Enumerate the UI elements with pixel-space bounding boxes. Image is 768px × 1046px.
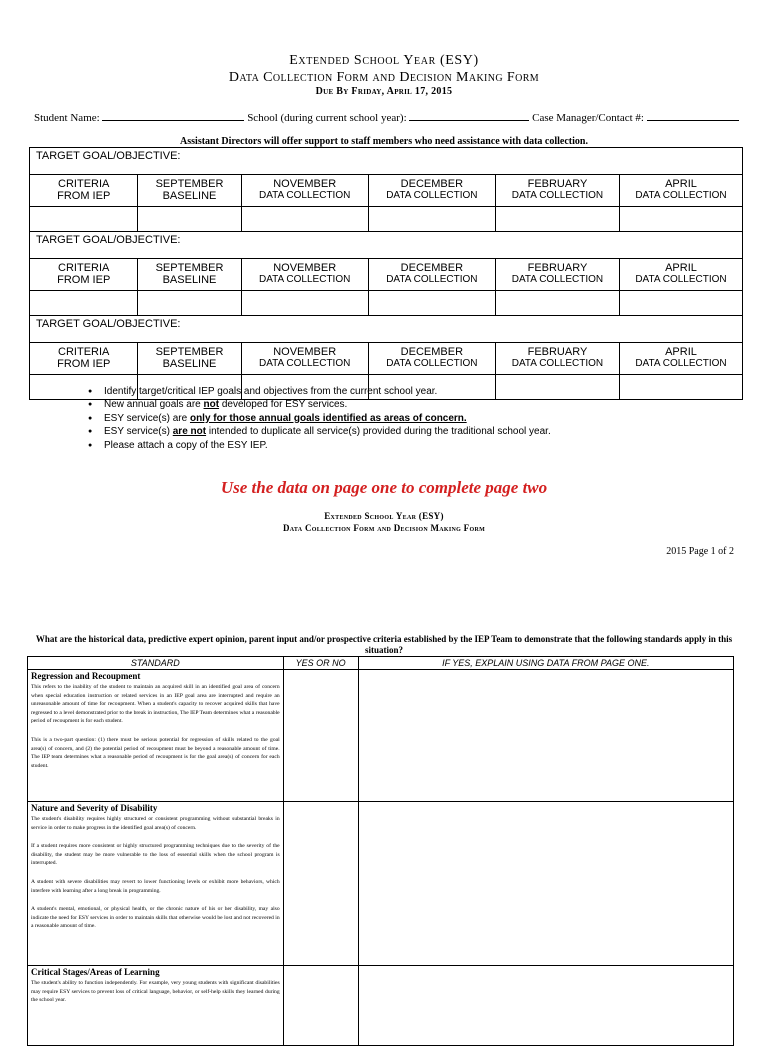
- col-december: DECEMBER DATA COLLECTION: [368, 259, 495, 291]
- explain-cell[interactable]: [358, 670, 733, 802]
- table-row: [28, 966, 734, 1046]
- col-november: NOVEMBER DATA COLLECTION: [241, 175, 368, 207]
- col-september: SEPTEMBER BASELINE: [138, 343, 241, 375]
- col-december: DECEMBER DATA COLLECTION: [368, 343, 495, 375]
- col-september: SEPTEMBER BASELINE: [138, 259, 241, 291]
- goal-header-row: [30, 343, 743, 375]
- explain-cell[interactable]: [358, 802, 733, 966]
- list-item: ● ESY service(s) are not intended to duplicate all service(s) provided during the traditional school year.: [88, 425, 551, 438]
- col-april: APRIL DATA COLLECTION: [619, 175, 742, 207]
- col-explain: IF YES, EXPLAIN USING DATA FROM PAGE ONE.: [358, 657, 733, 670]
- col-criteria: CRITERIA FROM IEP: [30, 175, 138, 207]
- table-row: [28, 802, 734, 966]
- col-standard: STANDARD: [28, 657, 284, 670]
- data-cell[interactable]: [368, 207, 495, 232]
- target-goal-label: TARGET GOAL/OBJECTIVE:: [30, 316, 743, 343]
- goal-header-row: [30, 259, 743, 291]
- form-subtitle: Data Collection Form and Decision Making Form: [228, 70, 540, 85]
- goal-data-row: [30, 207, 743, 232]
- col-november: NOVEMBER DATA COLLECTION: [241, 259, 368, 291]
- standard-cell: [28, 670, 284, 802]
- target-goal-label: TARGET GOAL/OBJECTIVE:: [30, 232, 743, 259]
- list-item: ● New annual goals are not developed for ESY services.: [88, 398, 551, 411]
- list-item: ● ESY service(s) are only for those annual goals identified as areas of concern.: [88, 412, 551, 425]
- col-february: FEBRUARY DATA COLLECTION: [495, 259, 619, 291]
- col-yes-no: YES OR NO: [283, 657, 358, 670]
- form-title: Extended School Year (ESY): [289, 53, 479, 68]
- explain-cell[interactable]: [358, 966, 733, 1046]
- goal-data-table: [29, 147, 743, 400]
- data-cell[interactable]: [241, 291, 368, 316]
- standard-heading: Regression and Recoupment: [31, 671, 141, 681]
- yes-no-cell[interactable]: [283, 802, 358, 966]
- data-cell[interactable]: [30, 207, 138, 232]
- standard-heading: Nature and Severity of Disability: [31, 803, 158, 813]
- col-criteria: CRITERIA FROM IEP: [30, 259, 138, 291]
- col-april: APRIL DATA COLLECTION: [619, 259, 742, 291]
- data-cell[interactable]: [368, 291, 495, 316]
- col-february: FEBRUARY DATA COLLECTION: [495, 343, 619, 375]
- data-cell[interactable]: [495, 291, 619, 316]
- page2-subtitle: Data Collection Form and Decision Making Form: [282, 523, 486, 533]
- data-cell[interactable]: [619, 291, 742, 316]
- data-cell[interactable]: [241, 207, 368, 232]
- col-december: DECEMBER DATA COLLECTION: [368, 175, 495, 207]
- assistance-note: Assistant Directors will offer support to staff members who need assistance with data collection.: [180, 136, 588, 147]
- standard-text: A student with severe disabilities may revert to lower functioning levels or exhibit more behaviors, which interfere with learning after a long break in programming.: [31, 878, 280, 894]
- school-label: School (during current school year):: [247, 112, 407, 124]
- list-item: ● Please attach a copy of the ESY IEP.: [88, 439, 551, 452]
- col-february: FEBRUARY DATA COLLECTION: [495, 175, 619, 207]
- standards-table: [27, 656, 734, 1046]
- data-cell[interactable]: [138, 291, 241, 316]
- page2-title: Extended School Year (ESY): [324, 511, 444, 521]
- target-goal-label: TARGET GOAL/OBJECTIVE:: [30, 148, 743, 175]
- standard-text: If a student requires more consistent or highly structured programming techniques due to the severity of the disability, the student may be more vulnerable to the loss of essential skills when the school program is interrupted.: [31, 843, 280, 867]
- form-fields-row: [34, 110, 739, 124]
- standard-cell: [28, 802, 284, 966]
- standard-text: This is a two-part question: (1) there must be serious potential for regression of skills related to the goal area(s) of concern, and (2) the potential period of recoupment must be beyond a reasonable amount of time. The IEP team determines what a reasonable period of recoupment is for the goal area(s) of concern for each student.: [31, 736, 280, 769]
- goal-header-row: [30, 175, 743, 207]
- page-number: 2015 Page 1 of 2: [666, 546, 734, 557]
- standard-text: The student's disability requires highly structured or consistent programming without substantial breaks in service in order to make progress in the identified goal area(s) of concern.: [31, 816, 280, 831]
- case-manager-label: Case Manager/Contact #:: [532, 112, 644, 124]
- data-cell[interactable]: [495, 207, 619, 232]
- col-september: SEPTEMBER BASELINE: [138, 175, 241, 207]
- yes-no-cell[interactable]: [283, 670, 358, 802]
- standard-text: The student's ability to function independently. For example, very young students with significant disabilities may require ESY services to prevent loss of critical language, behavior, or self-help skills they learned during the school year.: [31, 980, 280, 1004]
- instructions-list: [88, 385, 551, 452]
- goal-data-row: [30, 291, 743, 316]
- page-two-instruction: Use the data on page one to complete page two: [220, 478, 548, 497]
- data-cell[interactable]: [138, 207, 241, 232]
- data-cell[interactable]: [619, 207, 742, 232]
- yes-no-cell[interactable]: [283, 966, 358, 1046]
- standard-text: A student's mental, emotional, or physical health, or the chronic nature of his or her disability, may also indicate the need for ESY services in order to maintain skills that otherwise would be lost and not recovered in a reasonable amount of time.: [31, 906, 280, 930]
- standard-cell: [28, 966, 284, 1046]
- col-april: APRIL DATA COLLECTION: [619, 343, 742, 375]
- student-name-field[interactable]: [102, 110, 244, 121]
- case-manager-field[interactable]: [647, 110, 739, 121]
- col-november: NOVEMBER DATA COLLECTION: [241, 343, 368, 375]
- standards-header-row: [28, 657, 734, 670]
- due-date: Due By Friday, April 17, 2015: [315, 86, 453, 97]
- student-name-label: Student Name:: [34, 112, 100, 124]
- standard-heading: Critical Stages/Areas of Learning: [31, 967, 160, 977]
- standard-text: This refers to the inability of the student to maintain an acquired skill in an identified goal area of concern when special education instruction or related services in an IEP goal area are interrupted and require an unreasonable amount of time for recoupment. When a student's capacity to recover acquired skills that have regressed to a level demonstrated prior to the break in instruction, The IEP Team determines what a reasonable period of recoupment is for each student.: [31, 684, 280, 725]
- standards-question: What are the historical data, predictive expert opinion, parent input and/or prospective criteria established by the IEP Team to demonstrate that the following standards apply in this situation?: [35, 634, 733, 655]
- col-criteria: CRITERIA FROM IEP: [30, 343, 138, 375]
- data-cell[interactable]: [619, 375, 742, 400]
- table-row: [28, 670, 734, 802]
- school-field[interactable]: [409, 110, 529, 121]
- data-cell[interactable]: [30, 291, 138, 316]
- list-item: ● Identify target/critical IEP goals and objectives from the current school year.: [88, 385, 551, 398]
